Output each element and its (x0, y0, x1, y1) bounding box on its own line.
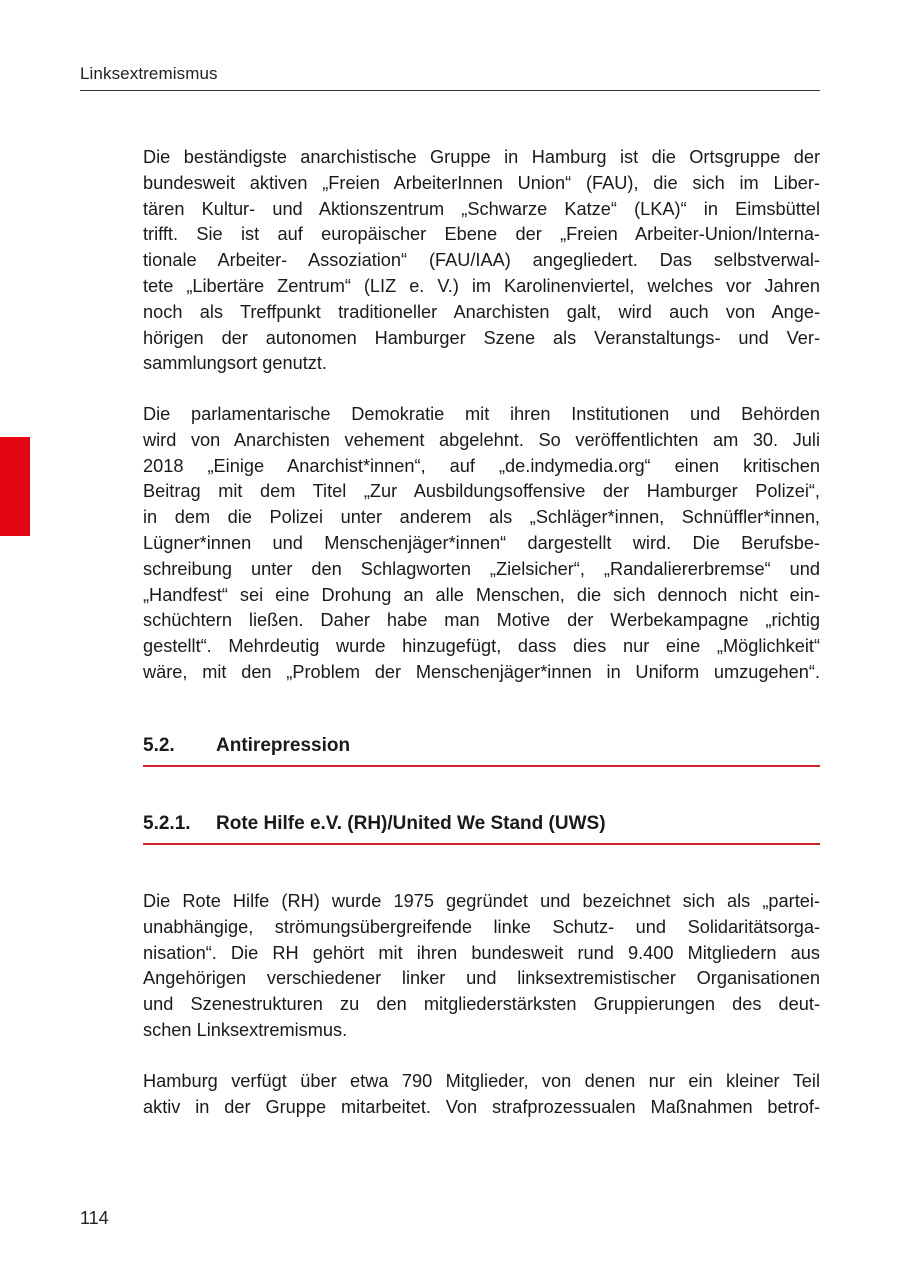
section-title: Antirepression (216, 735, 351, 756)
section-number: 5.2. (143, 735, 175, 756)
text-line: tären Kultur- und Aktionszentrum „Schwarze Katze“ (LKA)“ in Eimsbüttel (143, 198, 820, 219)
text-line: aktiv in der Gruppe mitarbeitet. Von strafprozessualen Maßnahmen betrof- (143, 1096, 820, 1117)
text-line: schen Linksextremismus. (143, 1019, 348, 1040)
section-heading-rule (143, 843, 820, 845)
paragraph-anarchist-groups (143, 145, 820, 377)
text-line: schüchtern ließen. Daher habe man Motive der Werbekampagne „richtig (143, 610, 820, 631)
text-line: in dem die Polizei unter anderem als „Schläger*innen, Schnüffler*innen, (143, 507, 820, 528)
text-line: hörigen der autonomen Hamburger Szene als Veranstaltungs- und Ver- (143, 327, 820, 348)
section-heading-rule (143, 765, 820, 767)
section-heading-5-2-1 (143, 813, 820, 835)
text-line: Die parlamentarische Demokratie mit ihren Institutionen und Behörden (143, 404, 820, 424)
header-rule (80, 90, 820, 91)
chapter-tab-marker (0, 437, 30, 536)
text-line: wird von Anarchisten vehement abgelehnt. So veröffentlichten am 30. Juli (143, 429, 820, 450)
text-line: Die beständigste anarchistische Gruppe in Hamburg ist die Ortsgruppe der (143, 147, 820, 167)
text-line: wäre, mit den „Problem der Menschenjäger*innen in Uniform umzugehen“. (143, 661, 820, 682)
text-line: gestellt“. Mehrdeutig wurde hinzugefügt, dass dies nur eine „Möglichkeit“ (143, 636, 820, 657)
section-title: Rote Hilfe e.V. (RH)/United We Stand (UWS) (216, 813, 606, 834)
text-line: und Szenestrukturen zu den mitgliederstärksten Gruppierungen des deut- (143, 994, 820, 1015)
paragraph-democracy-rejection (143, 402, 820, 686)
text-line: Lügner*innen und Menschenjäger*innen“ dargestellt wird. Die Berufsbe- (143, 532, 820, 553)
text-line: „Handfest“ sei eine Drohung an alle Menschen, die sich dennoch nicht ein- (143, 584, 820, 605)
text-line: sammlungsort genutzt. (143, 353, 327, 374)
text-line: 2018 „Einige Anarchist*innen“, auf „de.indymedia.org“ einen kritischen (143, 455, 820, 476)
page-number: 114 (80, 1208, 109, 1228)
running-head: Linksextremismus (80, 64, 218, 83)
section-number: 5.2.1. (143, 813, 191, 834)
text-line: bundesweit aktiven „Freien ArbeiterInnen Union“ (FAU), die sich im Liber- (143, 172, 820, 193)
text-line: Die Rote Hilfe (RH) wurde 1975 gegründet und bezeichnet sich als „partei- (143, 891, 820, 911)
text-line: Angehörigen verschiedener linker und linksextremistischer Organisationen (143, 968, 820, 989)
text-line: tionale Arbeiter- Assoziation“ (FAU/IAA) angegliedert. Das selbstverwal- (143, 250, 820, 271)
text-line: trifft. Sie ist auf europäischer Ebene der „Freien Arbeiter-Union/Interna- (143, 224, 820, 245)
section-heading-5-2 (143, 735, 820, 757)
text-line: noch als Treffpunkt traditioneller Anarchisten galt, wird auch von Ange- (143, 301, 820, 322)
text-line: nisation“. Die RH gehört mit ihren bundesweit rund 9.400 Mitgliedern aus (143, 942, 820, 963)
text-line: Beitrag mit dem Titel „Zur Ausbildungsoffensive der Hamburger Polizei“, (143, 481, 820, 502)
text-line: unabhängige, strömungsübergreifende linke Schutz- und Solidaritätsorga- (143, 916, 820, 937)
text-line: schreibung unter den Schlagworten „Zielsicher“, „Randaliererbremse“ und (143, 558, 820, 579)
paragraph-rote-hilfe (143, 889, 820, 1044)
text-line: tete „Libertäre Zentrum“ (LIZ e. V.) im Karolinenviertel, welches vor Jahren (143, 275, 820, 296)
paragraph-hamburg-members (143, 1069, 820, 1121)
text-line: Hamburg verfügt über etwa 790 Mitglieder, von denen nur ein kleiner Teil (143, 1071, 820, 1091)
